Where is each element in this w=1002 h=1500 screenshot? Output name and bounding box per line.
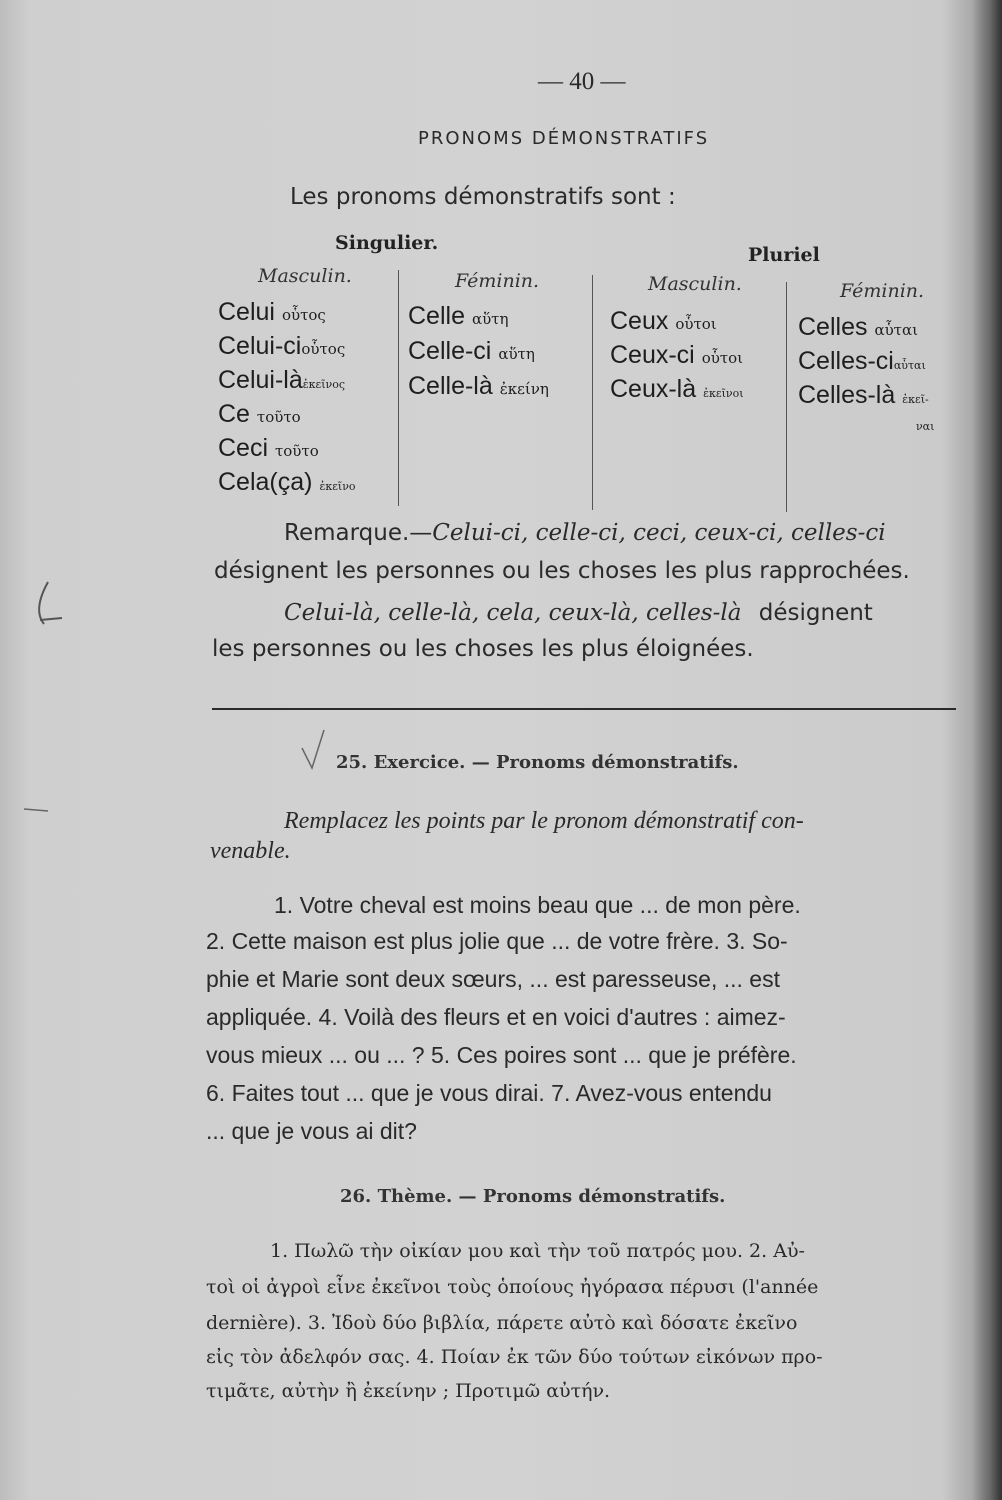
pronoun-gr: τοῦτο [256, 408, 301, 426]
exercise-line: 6. Faites tout ... que je vous dirai. 7. Avez-vous entendu [206, 1080, 772, 1106]
pronoun-fr: Celles [798, 313, 868, 341]
exercise-line: 1. Votre cheval est moins beau que ... de mon père. [274, 892, 801, 918]
pronoun-row [218, 366, 345, 395]
pronoun-fr: Cela(ça) [218, 468, 313, 496]
pronoun-row [218, 332, 345, 361]
pronoun-fr: Ceci [218, 434, 269, 462]
exercise-line: ... que je vous ai dit? [206, 1118, 417, 1144]
col-header-plural-feminine: Féminin. [840, 280, 925, 302]
pronoun-gr: αὗται [874, 321, 918, 339]
margin-scribble-icon [30, 580, 70, 630]
pronoun-gr: ἐκείνη [499, 380, 549, 398]
singular-label: Singulier. [335, 232, 439, 254]
pronoun-row [408, 302, 508, 331]
pronoun-fr: Ceux-ci [610, 341, 695, 369]
pronoun-row [408, 372, 549, 401]
page-number: — 40 — [538, 68, 626, 95]
pronoun-fr: Celle-ci [408, 337, 492, 365]
theme-line: τιμᾶτε, αὐτὴν ἢ ἐκείνην ; Προτιμῶ αὐτήν. [206, 1380, 611, 1402]
pronoun-fr: Celle-là [408, 372, 493, 400]
pronoun-fr: Celui [218, 298, 275, 326]
pronoun-fr: Ce [218, 400, 250, 428]
remark-tail: désignent [758, 600, 873, 626]
pencil-check-icon [300, 728, 330, 772]
remark-line-3 [284, 600, 873, 626]
remark-line-1 [284, 520, 886, 546]
margin-dash-icon [22, 805, 52, 815]
exercise-line: vous mieux ... ou ... ? 5. Ces poires sont ... que je préfère. [206, 1042, 797, 1068]
pronoun-gr: οὗτοι [675, 315, 717, 333]
page-title: PRONOMS DÉMONSTRATIFS [418, 128, 710, 149]
pronoun-fr: Ceux-là [610, 375, 697, 403]
column-divider [592, 275, 593, 510]
pronoun-fr: Celles-là [798, 381, 896, 409]
pronoun-row [408, 337, 535, 366]
pronoun-row [218, 400, 301, 429]
pronoun-gr: ἐκεῖνος [302, 378, 346, 391]
remark-italic-2: Celui-là, celle-là, cela, ceux-là, celles-là [284, 600, 742, 626]
margin-mark [22, 800, 52, 819]
theme-line: εἰς τὸν ἀδελφόν σας. 4. Ποίαν ἐκ τῶν δύο τούτων εἰκόνων προ- [206, 1346, 823, 1368]
binding-shadow [972, 0, 1002, 1500]
theme-heading: 26. Thème. — Pronoms démonstratifs. [340, 1186, 726, 1207]
pronoun-row [218, 298, 326, 327]
remark-italic-1: Celui-ci, celle-ci, ceci, ceux-ci, celles-ci [432, 520, 886, 546]
pronoun-gr: αὕτη [471, 310, 509, 328]
pronoun-gr: οὗτος [301, 340, 346, 358]
col-header-singular-feminine: Féminin. [455, 270, 540, 292]
col-header-plural-masculine: Masculin. [648, 273, 742, 295]
exercise-line: appliquée. 4. Voilà des fleurs et en voici d'autres : aimez- [206, 1004, 786, 1030]
pronoun-row [798, 347, 926, 376]
pronoun-gr: τοῦτο [274, 442, 319, 460]
pronoun-gr: ἐκεῖνοι [703, 387, 744, 400]
pronoun-fr: Ceux [610, 307, 669, 335]
remark-label: Remarque.— [284, 520, 433, 546]
col-header-singular-masculine: Masculin. [258, 265, 352, 287]
theme-line: τοὶ οἱ ἀγροὶ εἶνε ἐκεῖνοι τοὺς ὁποίους ἠγόρασα πέρυσι (l'année [206, 1276, 819, 1298]
pronoun-row [610, 307, 717, 336]
column-divider [398, 270, 399, 506]
remark-line-4: les personnes ou les choses les plus éloignées. [212, 636, 754, 662]
pronoun-row [798, 381, 929, 410]
intro-text: Les pronoms démonstratifs sont : [290, 184, 676, 210]
theme-line: dernière). 3. Ἰδοὺ δύο βιβλία, πάρετε αὐτὸ καὶ δόσατε ἐκεῖνο [206, 1312, 798, 1334]
pronoun-row [610, 375, 744, 404]
check-mark [300, 728, 330, 772]
pronoun-gr: ἐκεῖ- [902, 393, 929, 406]
pronoun-gr: οὗτος [281, 306, 326, 324]
pronoun-gr-continuation: ναι [916, 420, 935, 433]
exercise-instruction-2: venable. [210, 838, 291, 864]
remark-line-2: désignent les personnes ou les choses les plus rapprochées. [214, 558, 910, 584]
exercise-line: 2. Cette maison est plus jolie que ... de votre frère. 3. So- [206, 928, 788, 954]
exercise-instruction-1: Remplacez les points par le pronom démonstratif con- [284, 808, 804, 834]
pronoun-fr: Celle [408, 302, 465, 330]
pronoun-row [218, 468, 356, 497]
pronoun-gr: αὕτη [498, 345, 535, 363]
margin-mark [30, 580, 70, 634]
pronoun-fr: Celui-là [218, 366, 303, 394]
exercise-line: phie et Marie sont deux sœurs, ... est paresseuse, ... est [206, 966, 780, 992]
pronoun-row [610, 341, 743, 370]
pronoun-gr: αὗται [893, 359, 926, 372]
pronoun-gr: ἐκεῖνο [319, 480, 356, 493]
pronoun-gr: οὗτοι [701, 349, 744, 367]
theme-line: 1. Πωλῶ τὴν οἰκίαν μου καὶ τὴν τοῦ πατρός μου. 2. Αὐ- [270, 1240, 805, 1262]
pronoun-fr: Celui-ci [218, 332, 302, 360]
pronoun-row [218, 434, 319, 463]
pronoun-fr: Celles-ci [798, 347, 894, 375]
plural-label: Pluriel [748, 244, 820, 266]
section-divider [212, 708, 956, 710]
column-divider [786, 282, 787, 512]
pronoun-row [798, 313, 918, 342]
exercise-heading: 25. Exercice. — Pronoms démonstratifs. [336, 752, 739, 773]
